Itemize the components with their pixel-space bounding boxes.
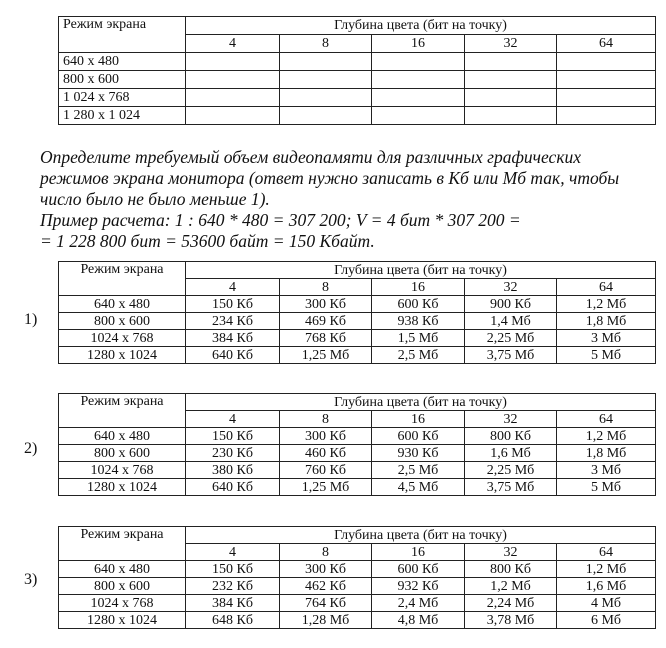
value-cell: 938 Кб bbox=[372, 313, 465, 330]
table-row bbox=[59, 330, 656, 347]
value-cell: 1,8 Мб bbox=[557, 313, 656, 330]
empty-cell bbox=[186, 71, 280, 89]
mode-cell: 800 х 600 bbox=[59, 313, 186, 330]
value-cell: 1,5 Мб bbox=[372, 330, 465, 347]
mode-header: Режим экрана bbox=[59, 394, 186, 428]
answer-table-1 bbox=[58, 261, 656, 364]
value-cell: 380 Кб bbox=[186, 462, 280, 479]
option-number[interactable]: 1) bbox=[24, 311, 38, 328]
mode-cell: 1 280 х 1 024 bbox=[59, 107, 186, 125]
value-cell: 1,2 Мб bbox=[465, 578, 557, 595]
empty-cell bbox=[465, 107, 557, 125]
question-line: Определите требуемый объем видеопамяти для различных графических bbox=[40, 147, 582, 167]
depth-cell: 16 bbox=[372, 279, 465, 296]
empty-cell bbox=[557, 53, 656, 71]
value-cell: 462 Кб bbox=[280, 578, 372, 595]
depth-header: Глубина цвета (бит на точку) bbox=[186, 527, 656, 544]
value-cell: 5 Мб bbox=[557, 479, 656, 496]
empty-cell bbox=[372, 53, 465, 71]
empty-cell bbox=[557, 71, 656, 89]
value-cell: 930 Кб bbox=[372, 445, 465, 462]
value-cell: 1,2 Мб bbox=[557, 296, 656, 313]
empty-cell bbox=[465, 53, 557, 71]
value-cell: 1,2 Мб bbox=[557, 561, 656, 578]
mode-cell: 1 024 х 768 bbox=[59, 89, 186, 107]
value-cell: 3,75 Мб bbox=[465, 347, 557, 364]
table-row bbox=[59, 53, 656, 71]
value-cell: 760 Кб bbox=[280, 462, 372, 479]
value-cell: 1,2 Мб bbox=[557, 428, 656, 445]
mode-cell: 1024 х 768 bbox=[59, 595, 186, 612]
empty-cell bbox=[465, 71, 557, 89]
depth-cell: 64 bbox=[557, 411, 656, 428]
mode-cell: 1024 х 768 bbox=[59, 330, 186, 347]
value-cell: 300 Кб bbox=[280, 296, 372, 313]
empty-cell bbox=[280, 107, 372, 125]
empty-cell bbox=[372, 71, 465, 89]
option-number[interactable]: 2) bbox=[24, 440, 38, 457]
depth-cell: 16 bbox=[372, 35, 465, 53]
value-cell: 1,25 Мб bbox=[280, 479, 372, 496]
value-cell: 900 Кб bbox=[465, 296, 557, 313]
depth-cell: 4 bbox=[186, 544, 280, 561]
value-cell: 600 Кб bbox=[372, 561, 465, 578]
table-row bbox=[59, 347, 656, 364]
value-cell: 4 Мб bbox=[557, 595, 656, 612]
depth-cell: 8 bbox=[280, 35, 372, 53]
depth-cell: 64 bbox=[557, 279, 656, 296]
mode-cell: 800 х 600 bbox=[59, 71, 186, 89]
mode-cell: 640 х 480 bbox=[59, 561, 186, 578]
value-cell: 232 Кб bbox=[186, 578, 280, 595]
value-cell: 3 Мб bbox=[557, 330, 656, 347]
mode-cell: 1280 х 1024 bbox=[59, 347, 186, 364]
value-cell: 1,8 Мб bbox=[557, 445, 656, 462]
depth-cell: 32 bbox=[465, 279, 557, 296]
value-cell: 234 Кб bbox=[186, 313, 280, 330]
value-cell: 1,6 Мб bbox=[465, 445, 557, 462]
depth-cell: 4 bbox=[186, 279, 280, 296]
table-row bbox=[59, 296, 656, 313]
answer-table-3 bbox=[58, 526, 656, 629]
depth-header: Глубина цвета (бит на точку) bbox=[186, 262, 656, 279]
value-cell: 600 Кб bbox=[372, 296, 465, 313]
value-cell: 1,28 Мб bbox=[280, 612, 372, 629]
value-cell: 2,25 Мб bbox=[465, 330, 557, 347]
value-cell: 1,4 Мб bbox=[465, 313, 557, 330]
value-cell: 648 Кб bbox=[186, 612, 280, 629]
value-cell: 150 Кб bbox=[186, 296, 280, 313]
value-cell: 764 Кб bbox=[280, 595, 372, 612]
value-cell: 3,78 Мб bbox=[465, 612, 557, 629]
value-cell: 800 Кб bbox=[465, 561, 557, 578]
table-row bbox=[59, 561, 656, 578]
value-cell: 3 Мб bbox=[557, 462, 656, 479]
empty-cell bbox=[186, 89, 280, 107]
value-cell: 150 Кб bbox=[186, 561, 280, 578]
table-row bbox=[59, 71, 656, 89]
depth-cell: 16 bbox=[372, 411, 465, 428]
mode-header: Режим экрана bbox=[59, 262, 186, 296]
table-row bbox=[59, 462, 656, 479]
depth-cell: 32 bbox=[465, 544, 557, 561]
value-cell: 300 Кб bbox=[280, 561, 372, 578]
empty-cell bbox=[280, 53, 372, 71]
value-cell: 640 Кб bbox=[186, 479, 280, 496]
mode-cell: 640 х 480 bbox=[59, 53, 186, 71]
value-cell: 6 Мб bbox=[557, 612, 656, 629]
value-cell: 2,5 Мб bbox=[372, 462, 465, 479]
example-line: = 1 228 800 бит = 53600 байт = 150 Кбайт. bbox=[40, 231, 375, 251]
value-cell: 640 Кб bbox=[186, 347, 280, 364]
table-row bbox=[59, 595, 656, 612]
value-cell: 4,8 Мб bbox=[372, 612, 465, 629]
depth-cell: 8 bbox=[280, 411, 372, 428]
value-cell: 600 Кб bbox=[372, 428, 465, 445]
value-cell: 150 Кб bbox=[186, 428, 280, 445]
table-row bbox=[59, 479, 656, 496]
value-cell: 469 Кб bbox=[280, 313, 372, 330]
table-row bbox=[59, 107, 656, 125]
value-cell: 2,25 Мб bbox=[465, 462, 557, 479]
template-table bbox=[58, 16, 656, 125]
value-cell: 3,75 Мб bbox=[465, 479, 557, 496]
mode-cell: 800 х 600 bbox=[59, 445, 186, 462]
table-row bbox=[59, 578, 656, 595]
question-line: число было не было меньше 1). bbox=[40, 189, 270, 209]
mode-cell: 800 х 600 bbox=[59, 578, 186, 595]
empty-cell bbox=[465, 89, 557, 107]
depth-cell: 4 bbox=[186, 35, 280, 53]
table-row bbox=[59, 89, 656, 107]
value-cell: 384 Кб bbox=[186, 595, 280, 612]
value-cell: 1,25 Мб bbox=[280, 347, 372, 364]
value-cell: 460 Кб bbox=[280, 445, 372, 462]
value-cell: 768 Кб bbox=[280, 330, 372, 347]
empty-cell bbox=[280, 89, 372, 107]
mode-cell: 640 х 480 bbox=[59, 296, 186, 313]
value-cell: 300 Кб bbox=[280, 428, 372, 445]
empty-cell bbox=[372, 89, 465, 107]
question-text bbox=[40, 147, 640, 252]
mode-cell: 1280 х 1024 bbox=[59, 612, 186, 629]
table-row bbox=[59, 445, 656, 462]
example-line: Пример расчета: 1 : 640 * 480 = 307 200; V = 4 бит * 307 200 = bbox=[40, 210, 521, 230]
value-cell: 1,6 Мб bbox=[557, 578, 656, 595]
question-line: режимов экрана монитора (ответ нужно записать в Кб или Мб так, чтобы bbox=[40, 168, 620, 188]
table-row bbox=[59, 612, 656, 629]
depth-cell: 32 bbox=[465, 411, 557, 428]
value-cell: 5 Мб bbox=[557, 347, 656, 364]
depth-cell: 8 bbox=[280, 544, 372, 561]
mode-header: Режим экрана bbox=[59, 527, 186, 561]
mode-cell: 1280 х 1024 bbox=[59, 479, 186, 496]
empty-cell bbox=[557, 89, 656, 107]
value-cell: 230 Кб bbox=[186, 445, 280, 462]
empty-cell bbox=[557, 107, 656, 125]
empty-cell bbox=[280, 71, 372, 89]
value-cell: 384 Кб bbox=[186, 330, 280, 347]
mode-cell: 1024 х 768 bbox=[59, 462, 186, 479]
value-cell: 2,24 Мб bbox=[465, 595, 557, 612]
depth-cell: 4 bbox=[186, 411, 280, 428]
empty-cell bbox=[186, 107, 280, 125]
depth-cell: 16 bbox=[372, 544, 465, 561]
depth-cell: 32 bbox=[465, 35, 557, 53]
mode-cell: 640 х 480 bbox=[59, 428, 186, 445]
value-cell: 4,5 Мб bbox=[372, 479, 465, 496]
empty-cell bbox=[186, 53, 280, 71]
depth-cell: 64 bbox=[557, 544, 656, 561]
value-cell: 932 Кб bbox=[372, 578, 465, 595]
value-cell: 2,4 Мб bbox=[372, 595, 465, 612]
empty-cell bbox=[372, 107, 465, 125]
depth-header: Глубина цвета (бит на точку) bbox=[186, 394, 656, 411]
value-cell: 2,5 Мб bbox=[372, 347, 465, 364]
mode-header: Режим экрана bbox=[59, 17, 186, 53]
depth-header: Глубина цвета (бит на точку) bbox=[186, 17, 656, 35]
depth-cell: 8 bbox=[280, 279, 372, 296]
table-row bbox=[59, 313, 656, 330]
depth-cell: 64 bbox=[557, 35, 656, 53]
table-row bbox=[59, 428, 656, 445]
value-cell: 800 Кб bbox=[465, 428, 557, 445]
answer-table-2 bbox=[58, 393, 656, 496]
option-number[interactable]: 3) bbox=[24, 571, 38, 588]
